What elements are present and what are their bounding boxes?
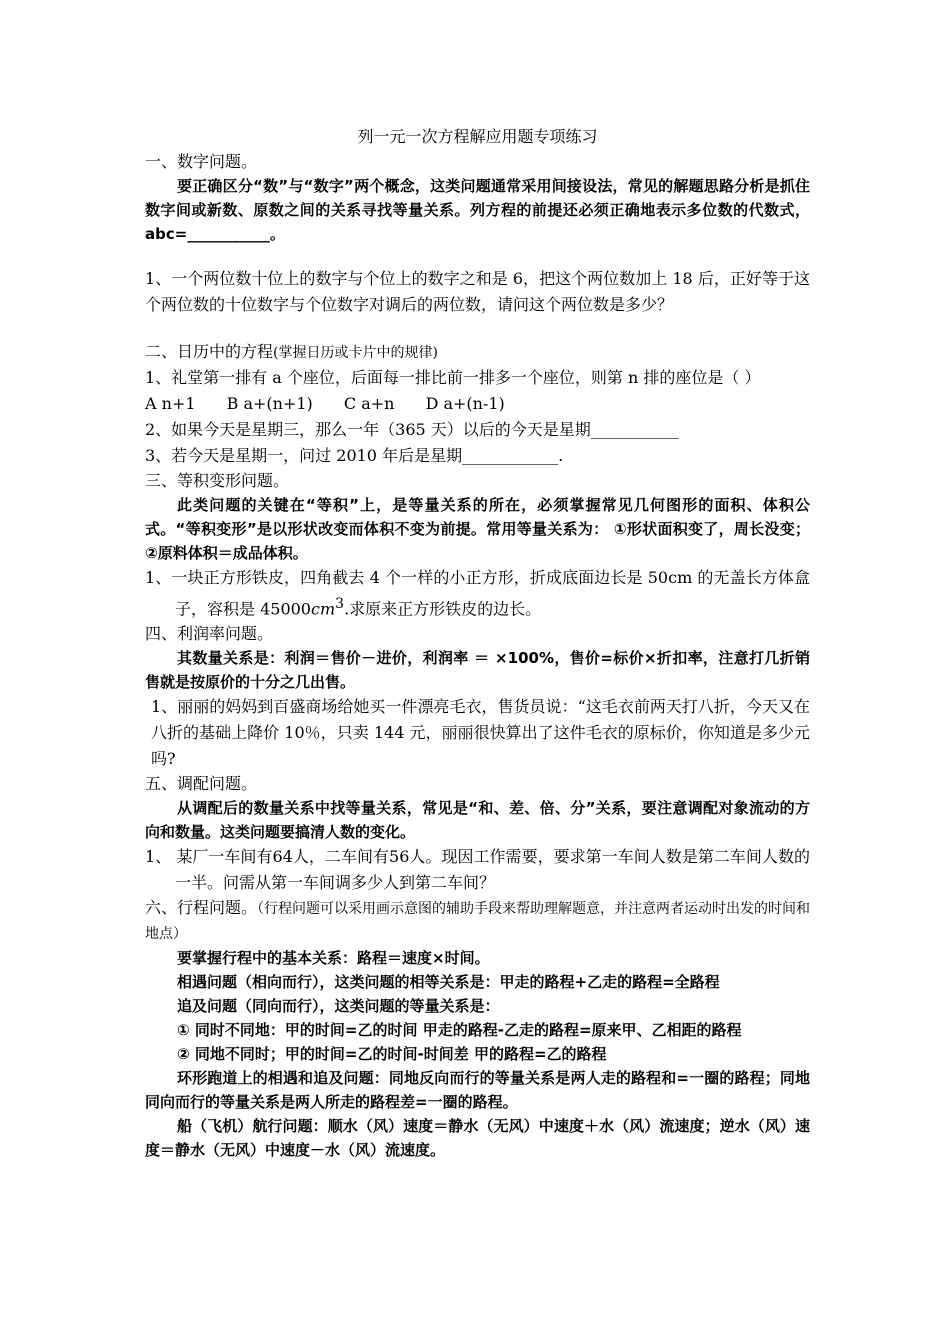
section-1-question-1: 1、一个两位数十位上的数字与个位上的数字之和是 6，把这个两位数加上 18 后，正好等于这个两位数的十位数字与个位数字对调后的两位数，请问这个两位数是多少？ xyxy=(145,269,810,314)
option-b: B a+(n+1) xyxy=(226,394,313,413)
section-2-note: (掌握日历或卡片中的规律) xyxy=(273,345,438,361)
section-2-question-2: 2、如果今天是星期三，那么一年（365 天）以后的今天是星期___________ xyxy=(145,420,679,439)
section-3-question-1: 1、一块正方形铁皮，四角截去 4 个一样的小正方形，折成底面边长是 50cm 的无盖长方体盒子，容积是 $45000cm^3$.求原来正方形铁皮的边长。 xyxy=(145,568,810,619)
section-6-line-3: 追及问题（同向而行），这类问题的等量关系是： xyxy=(177,997,500,1016)
section-6-line-6: 环形跑道上的相遇和追及问题：同地反向而行的等量关系是两人走的路程和=一圈的路程；同地同向而行的等量关系是两人所走的路程差=一圈的路程。 xyxy=(145,1069,810,1112)
option-a: A n+1 xyxy=(145,394,196,413)
section-6-line-7: 船（飞机）航行问题：顺水（风）速度＝静水（无风）中速度＋水（风）流速度；逆水（风）速度＝静水（无风）中速度－水（风）流速度。 xyxy=(145,1117,810,1160)
section-3-tip: 此类问题的关键在“等积”上，是等量关系的所在，必须掌握常见几何图形的面积、体积公式。“等积变形”是以形状改变而体积不变为前提。常用等量关系为： ①形状面积变了，周长没变；②原料体积＝成品体积。 xyxy=(145,496,810,562)
section-5-question-1: 1、 某厂一车间有64人，二车间有56人。现因工作需要，要求第一车间人数是第二车间人数的一半。问需从第一车间调多少人到第二车间？ xyxy=(145,847,810,893)
section-6-line-4: ① 同时不同地：甲的时间=乙的时间 甲走的路程-乙走的路程=原来甲、乙相距的路程 xyxy=(177,1021,742,1040)
section-2-question-3: 3、若今天是星期一，问过 2010 年后是星期____________. xyxy=(145,446,564,465)
section-2-question-1: 1、礼堂第一排有 a 个座位，后面每一排比前一排多一个座位，则第 n 排的座位是（ ） xyxy=(145,368,761,387)
section-4-question-1: 1、丽丽的妈妈到百盛商场给她买一件漂亮毛衣，售货员说：“这毛衣前两天打八折，今天又在八折的基础上降价 10％，只卖 144 元，丽丽很快算出了这件毛衣的原标价，你知道是多少元吗? xyxy=(151,697,810,769)
option-d: D a+(n-1) xyxy=(425,394,505,413)
section-6-line-5: ② 同地不同时；甲的时间=乙的时间-时间差 甲的路程=乙的路程 xyxy=(177,1045,607,1064)
section-6-line-2: 相遇问题（相向而行），这类问题的相等关系是：甲走的路程+乙走的路程=全路程 xyxy=(177,973,720,992)
section-2-heading: 二、日历中的方程(掌握日历或卡片中的规律) xyxy=(145,342,438,361)
unit-cm: cm xyxy=(311,599,336,619)
option-c: C a+n xyxy=(343,394,395,413)
section-5-heading: 五、调配问题。 xyxy=(145,774,258,794)
section-6-note: （行程问题可以采用画示意图的辅助手段来帮助理解题意，并注意两者运动时出发的时间和地点） xyxy=(145,901,811,943)
section-5-tip: 从调配后的数量关系中找等量关系，常见是“和、差、倍、分”关系，要注意调配对象流动的方向和数量。这类问题要搞清人数的变化。 xyxy=(145,799,810,842)
section-1-tip: 要正确区分“数”与“数字”两个概念，这类问题通常采用间接设法，常见的解题思路分析是抓住数字间或新数、原数之间的关系寻找等量关系。列方程的前提还必须正确地表示多位数的代数式，abc=___________。 xyxy=(145,177,810,243)
section-2-options xyxy=(145,391,810,417)
document-page xyxy=(145,124,810,1162)
section-4-tip: 其数量关系是：利润＝售价－进价，利润率 ＝ ×100%，售价=标价×折扣率，注意打几折销售就是按原价的十分之几出售。 xyxy=(145,649,810,692)
section-3-heading: 三、等积变形问题。 xyxy=(145,471,290,490)
section-4-heading: 四、利润率问题。 xyxy=(145,624,274,644)
section-1-heading: 一、数字问题。 xyxy=(145,152,258,171)
document-title: 列一元一次方程解应用题专项练习 xyxy=(357,127,598,146)
section-6-heading: 六、行程问题。（行程问题可以采用画示意图的辅助手段来帮助理解题意，并注意两者运动时出发的时间和地点） xyxy=(145,898,811,943)
section-6-line-1: 要掌握行程中的基本关系：路程＝速度×时间。 xyxy=(177,949,490,968)
